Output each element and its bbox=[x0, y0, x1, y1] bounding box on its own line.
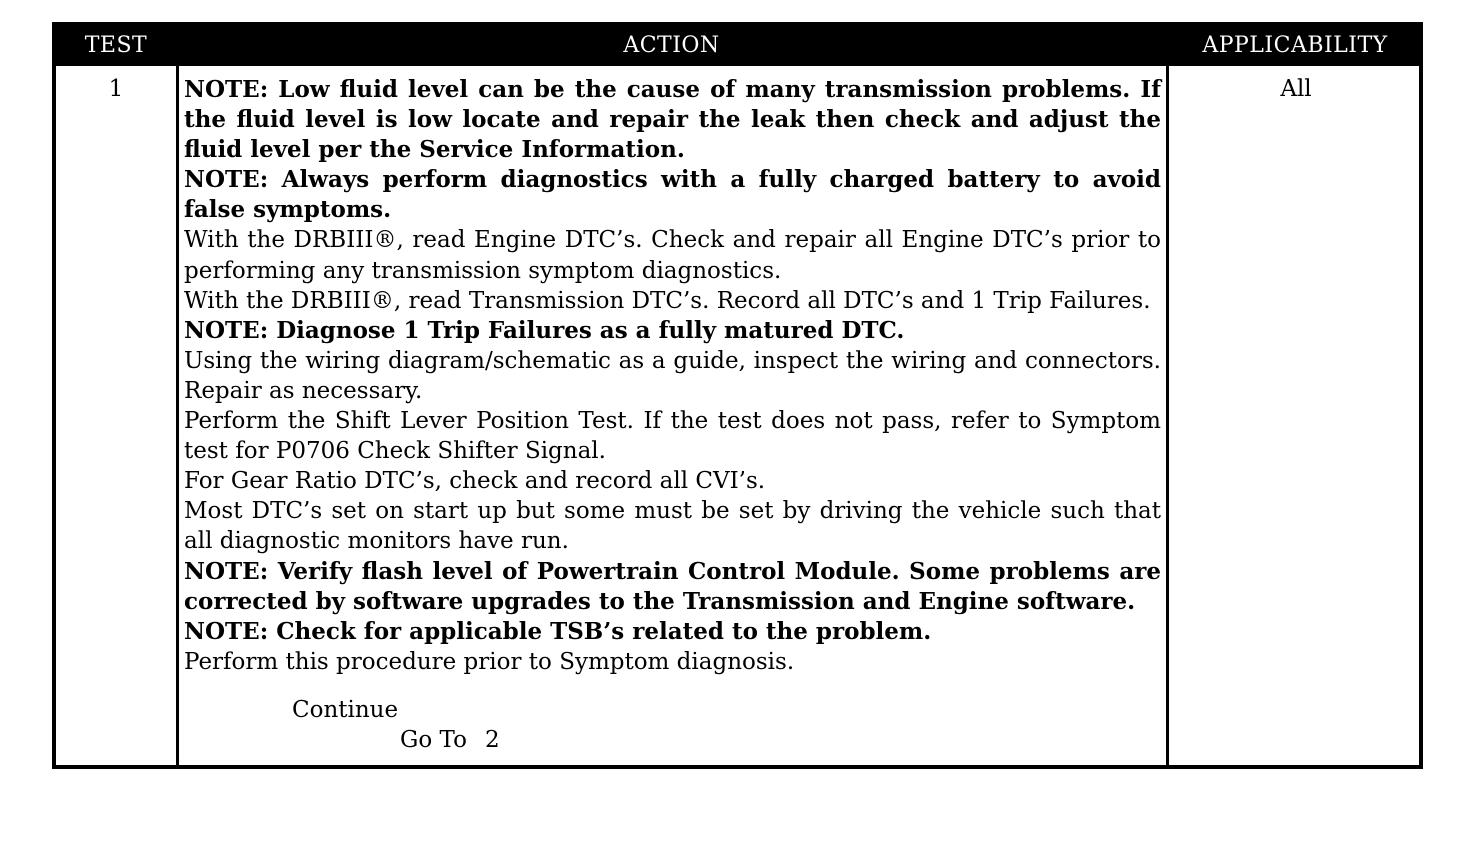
goto-label: Go To bbox=[400, 726, 467, 753]
note-battery: NOTE: Always perform diagnostics with a fully charged battery to avoid false symptoms. bbox=[184, 166, 1161, 224]
step-engine-dtc: With the DRBIII®, read Engine DTC’s. Check and repair all Engine DTC’s prior to performing any transmission symptom diagnostics. bbox=[184, 227, 1161, 284]
continue-block bbox=[184, 695, 1161, 755]
table-header bbox=[56, 26, 1419, 66]
step-dtc-set: Most DTC’s set on start up but some must be set by driving the vehicle such that all diagnostic monitors have run. bbox=[184, 498, 1161, 555]
note-tsb: NOTE: Check for applicable TSB’s related to the problem. bbox=[184, 617, 932, 645]
column-divider bbox=[176, 66, 179, 765]
step-shift-lever: Perform the Shift Lever Position Test. If the test does not pass, refer to Symptom test for P0706 Check Shifter Signal. bbox=[184, 408, 1161, 465]
test-number: 1 bbox=[108, 76, 124, 102]
column-divider bbox=[1166, 66, 1169, 765]
note-trip-failures: NOTE: Diagnose 1 Trip Failures as a fully matured DTC. bbox=[184, 316, 905, 344]
header-applicability: APPLICABILITY bbox=[1202, 33, 1388, 58]
step-wiring: Using the wiring diagram/schematic as a guide, inspect the wiring and connectors. Repair as necessary. bbox=[184, 347, 1161, 404]
goto-line bbox=[184, 725, 1161, 755]
step-gear-ratio: For Gear Ratio DTC’s, check and record all CVI’s. bbox=[184, 468, 766, 495]
diagnostic-table bbox=[52, 22, 1423, 769]
applicability-value: All bbox=[1280, 76, 1312, 102]
goto-target: 2 bbox=[484, 726, 500, 753]
note-flash-level: NOTE: Verify flash level of Powertrain Control Module. Some problems are corrected by software upgrades to the Transmission and Engine software. bbox=[184, 557, 1161, 615]
note-low-fluid: NOTE: Low fluid level can be the cause of many transmission problems. If the fluid level is low locate and repair the leak then check and adjust the fluid level per the Service Information. bbox=[184, 76, 1161, 164]
action-cell bbox=[184, 75, 1161, 755]
header-test: TEST bbox=[84, 33, 148, 58]
step-transmission-dtc: With the DRBIII®, read Transmission DTC’s. Record all DTC’s and 1 Trip Failures. bbox=[184, 287, 1151, 314]
step-prior-procedure: Perform this procedure prior to Symptom diagnosis. bbox=[184, 648, 795, 675]
continue-label: Continue bbox=[292, 696, 399, 723]
header-action: ACTION bbox=[623, 33, 720, 58]
